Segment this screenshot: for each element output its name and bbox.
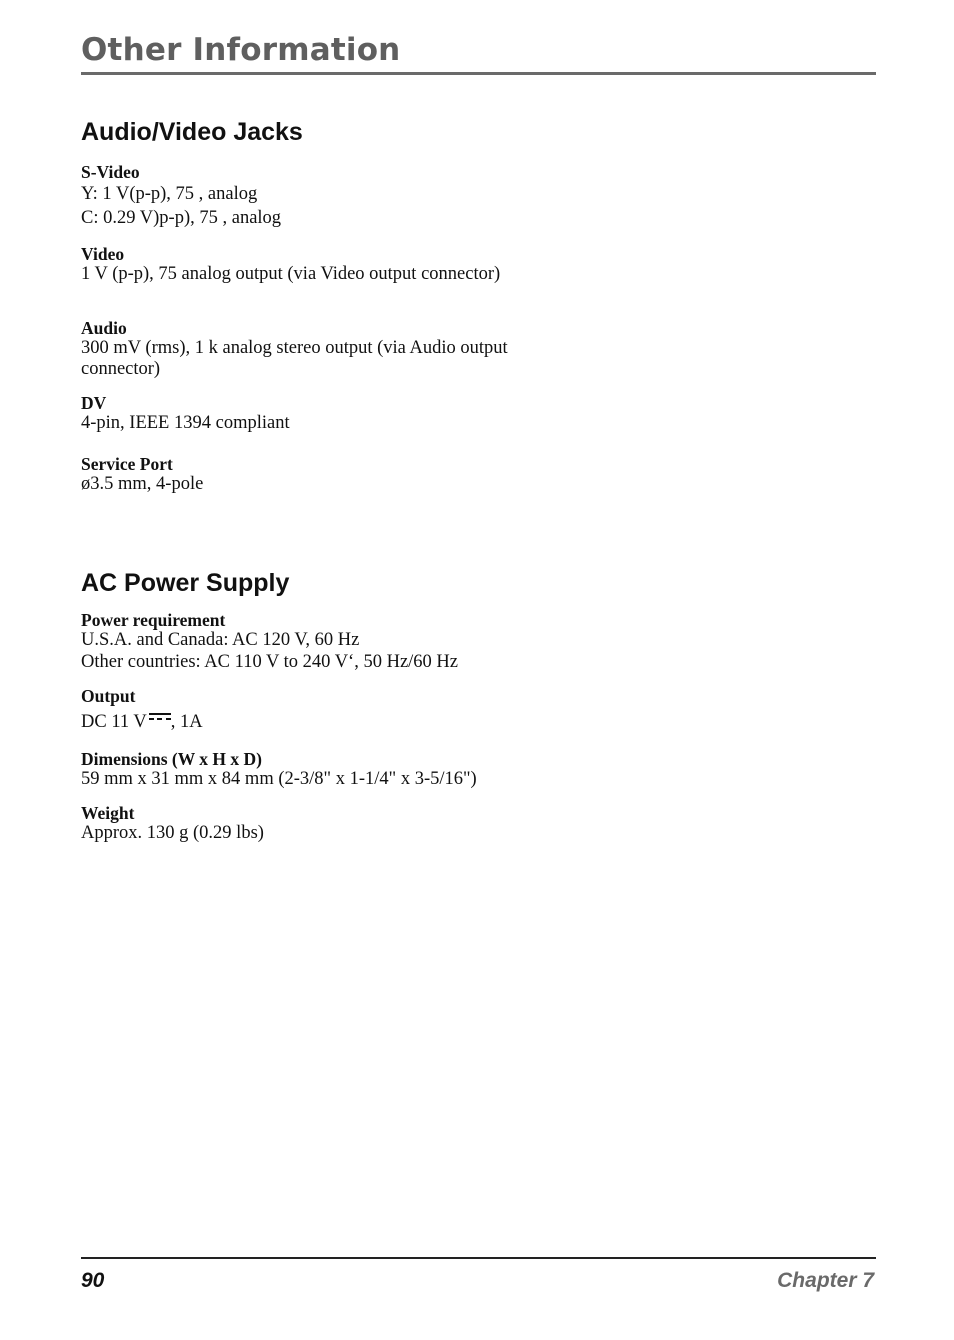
title-rule <box>81 72 876 75</box>
spec-label: DV <box>81 393 107 413</box>
output-suffix: , 1A <box>170 712 203 732</box>
output-prefix: DC 11 V <box>81 712 147 732</box>
spec-value: C: 0.29 V)p-p), 75 , analog <box>81 208 282 228</box>
spec-label: S-Video <box>81 162 140 182</box>
spec-video <box>81 244 561 285</box>
chapter-label: Chapter 7 <box>777 1269 874 1292</box>
spec-value: U.S.A. and Canada: AC 120 V, 60 Hz <box>81 630 360 650</box>
spec-label: Dimensions (W x H x D) <box>81 749 263 769</box>
spec-label: Service Port <box>81 454 173 474</box>
spec-value: 4-pin, IEEE 1394 compliant <box>81 413 290 433</box>
spec-output <box>81 686 561 733</box>
spec-value: 1 V (p-p), 75 analog output (via Video output connector) <box>81 264 501 284</box>
spec-value: ø3.5 mm, 4-pole <box>81 474 204 494</box>
av-section-heading: Audio/Video Jacks <box>81 118 303 146</box>
spec-dv <box>81 393 561 434</box>
spec-svideo <box>81 162 561 229</box>
spec-dimensions <box>81 749 601 790</box>
spec-value: Other countries: AC 110 V to 240 V‘, 50 Hz/60 Hz <box>81 652 458 672</box>
spec-value: Y: 1 V(p-p), 75 , analog <box>81 184 258 204</box>
dc-current-icon <box>149 713 171 723</box>
spec-value: Approx. 130 g (0.29 lbs) <box>81 823 264 843</box>
spec-power-requirement <box>81 610 601 673</box>
spec-label: Audio <box>81 318 127 338</box>
spec-label: Weight <box>81 803 135 823</box>
spec-weight <box>81 803 561 844</box>
spec-value: 300 mV (rms), 1 k analog stereo output (via Audio output connector) <box>81 338 508 379</box>
spec-audio <box>81 318 561 380</box>
spec-value: 59 mm x 31 mm x 84 mm (2-3/8" x 1-1/4" x 3-5/16") <box>81 769 477 789</box>
page-title: Other Information <box>81 32 401 68</box>
spec-label: Output <box>81 686 136 706</box>
spec-service-port <box>81 454 561 495</box>
spec-label: Power requirement <box>81 610 226 630</box>
page-number: 90 <box>81 1269 105 1292</box>
footer-rule <box>81 1257 876 1259</box>
ac-section-heading: AC Power Supply <box>81 569 290 597</box>
spec-value <box>81 712 561 733</box>
spec-label: Video <box>81 244 125 264</box>
